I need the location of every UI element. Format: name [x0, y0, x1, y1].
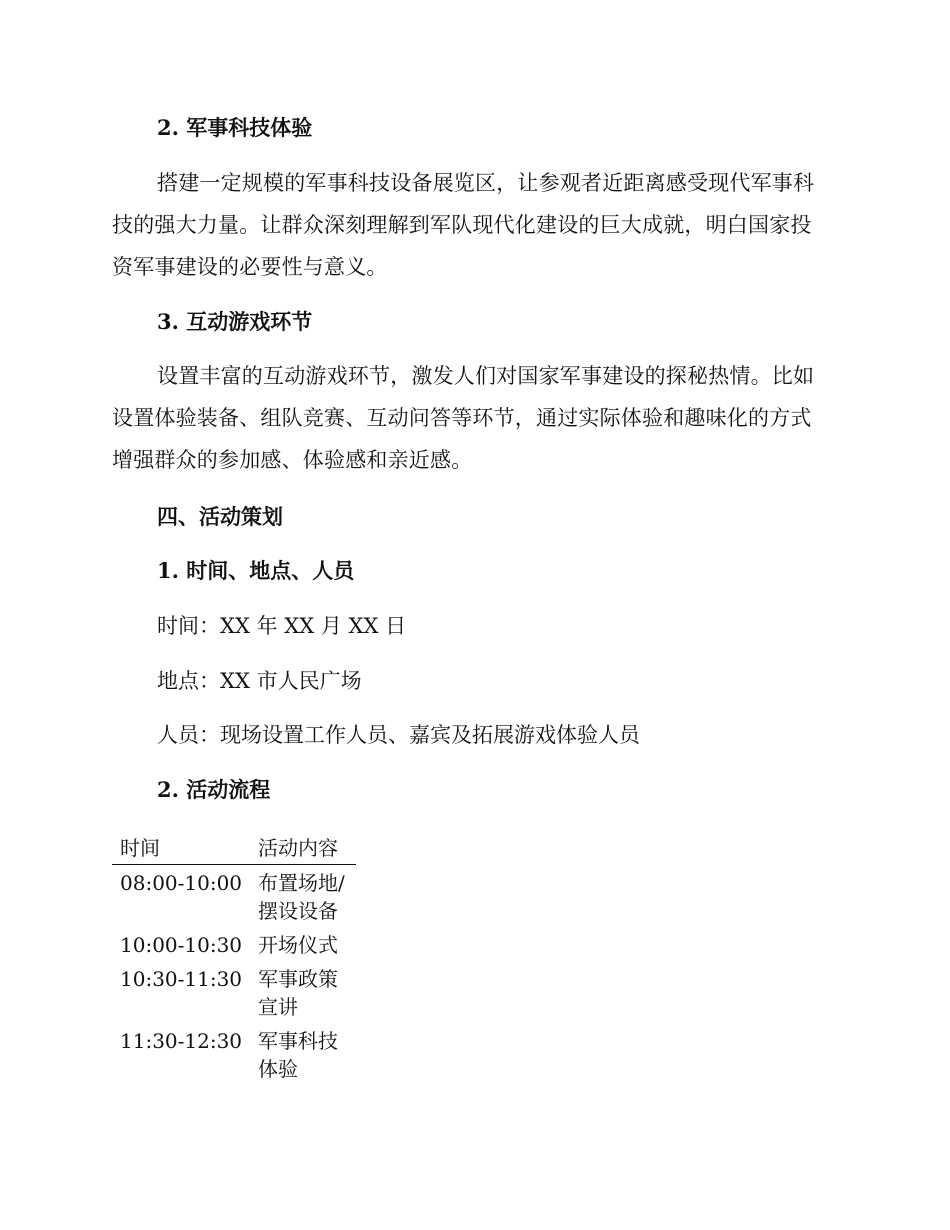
schedule-cell-time: 08:00-10:00 — [120, 871, 243, 895]
schedule-cell-time: 10:30-11:30 — [120, 967, 243, 991]
section-heading-time-place-people: 1. 时间、地点、人员 — [157, 558, 355, 583]
schedule-header-content: 活动内容 — [250, 832, 356, 865]
table-row — [112, 865, 356, 928]
schedule-cell-content: 军事科技体验 — [258, 1029, 339, 1081]
schedule-cell-content: 布置场地/摆设设备 — [258, 871, 345, 923]
people-line: 人员：现场设置工作人员、嘉宾及拓展游戏体验人员 — [157, 723, 640, 747]
schedule-cell-content: 开场仪式 — [258, 933, 339, 957]
place-line: 地点：XX 市人民广场 — [157, 669, 362, 693]
table-row — [112, 961, 356, 1023]
section-heading-activity-plan: 四、活动策划 — [157, 504, 283, 529]
schedule-cell-time: 11:30-12:30 — [120, 1029, 243, 1053]
section-heading-activity-flow: 2. 活动流程 — [157, 777, 271, 802]
table-row — [112, 927, 356, 961]
table-row — [112, 1023, 356, 1085]
schedule-cell-time: 10:00-10:30 — [120, 933, 243, 957]
schedule-table — [112, 832, 356, 1085]
paragraph-interactive-games: 设置丰富的互动游戏环节，激发人们对国家军事建设的探秘热情。比如设置体验装备、组队竞赛、互动问答等环节，通过实际体验和趣味化的方式增强群众的参加感、体验感和亲近感。 — [112, 364, 815, 472]
section-heading-tech-experience: 2. 军事科技体验 — [157, 115, 313, 140]
section-heading-interactive-games: 3. 互动游戏环节 — [157, 309, 313, 334]
time-line: 时间：XX 年 XX 月 XX 日 — [157, 614, 407, 638]
schedule-header-time: 时间 — [112, 832, 250, 865]
schedule-cell-content: 军事政策宣讲 — [258, 967, 339, 1019]
schedule-header-row — [112, 832, 356, 865]
paragraph-tech-experience: 搭建一定规模的军事科技设备展览区，让参观者近距离感受现代军事科技的强大力量。让群众深刻理解到军队现代化建设的巨大成就，明白国家投资军事建设的必要性与意义。 — [112, 171, 815, 279]
